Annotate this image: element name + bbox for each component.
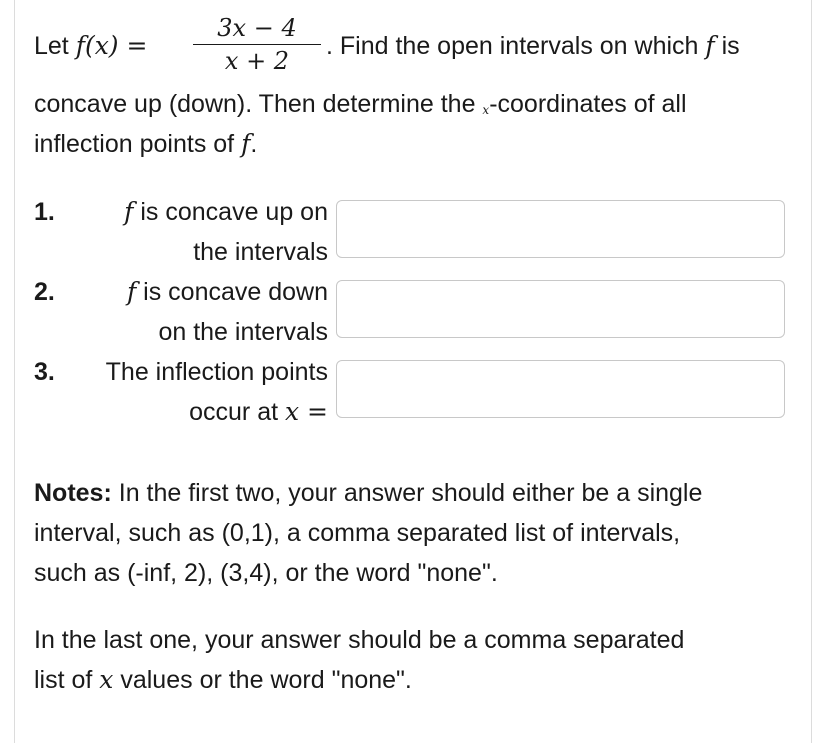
question-3-label-line2-a: occur at xyxy=(189,398,285,426)
equals-sign: = xyxy=(118,31,148,60)
question-1-f: f xyxy=(124,197,134,226)
question-2 xyxy=(34,272,794,352)
fraction xyxy=(191,12,323,77)
fraction-denominator: x + 2 xyxy=(224,47,290,75)
notes-line3: such as (-inf, 2), (3,4), or the word "none". xyxy=(34,559,498,587)
question-1-label-line2: the intervals xyxy=(193,238,328,266)
is-text: is xyxy=(714,32,740,60)
question-3-label-line1: The inflection points xyxy=(105,358,328,386)
line3-text-a: inflection points of xyxy=(34,130,242,158)
question-2-label-line2: on the intervals xyxy=(158,318,328,346)
problem-line-1 xyxy=(34,12,794,76)
f-of-x: f(x) xyxy=(75,31,119,60)
question-2-label xyxy=(127,272,328,352)
notes-line1: In the first two, your answer should either be a single xyxy=(111,479,703,507)
concave-down-input[interactable] xyxy=(336,280,785,338)
question-3-equals: = xyxy=(299,397,328,426)
notes-x-symbol: x xyxy=(99,665,114,694)
notes-paragraph xyxy=(34,473,804,593)
notes-last-line2-b: values or the word "none". xyxy=(113,666,412,694)
question-2-label-line1: is concave down xyxy=(136,278,328,306)
question-1 xyxy=(34,192,794,272)
line2-text-b: -coordinates of all xyxy=(489,90,687,118)
question-3 xyxy=(34,352,794,432)
question-3-x: x xyxy=(284,397,300,426)
question-3-number: 3. xyxy=(34,358,55,386)
line3-f-symbol: f xyxy=(241,129,251,158)
question-1-label-line1: is concave up on xyxy=(133,198,328,226)
inflection-points-input[interactable] xyxy=(336,360,785,418)
line3-text-b: . xyxy=(250,130,258,158)
notes-last-paragraph xyxy=(34,620,804,700)
question-3-label xyxy=(106,352,328,432)
notes-bold: Notes: xyxy=(34,479,112,507)
find-text: . Find the open intervals on which xyxy=(326,32,706,60)
fraction-numerator: 3x − 4 xyxy=(217,14,297,42)
question-1-number: 1. xyxy=(34,198,55,226)
f-symbol: f xyxy=(705,31,715,60)
question-1-label xyxy=(124,192,328,272)
problem-statement xyxy=(34,12,794,158)
notes-line2: interval, such as (0,1), a comma separated list of intervals, xyxy=(34,519,681,547)
tiny-x-symbol: x xyxy=(482,103,490,117)
let-text: Let xyxy=(34,32,76,60)
question-2-number: 2. xyxy=(34,278,55,306)
concave-up-input[interactable] xyxy=(336,200,785,258)
line2-text-a: concave up (down). Then determine the xyxy=(34,90,483,118)
question-2-f: f xyxy=(126,277,137,306)
notes-last-line2-a: list of xyxy=(34,666,100,694)
notes-last-line1: In the last one, your answer should be a comma separated xyxy=(34,626,685,654)
problem-line-3 xyxy=(34,124,257,164)
